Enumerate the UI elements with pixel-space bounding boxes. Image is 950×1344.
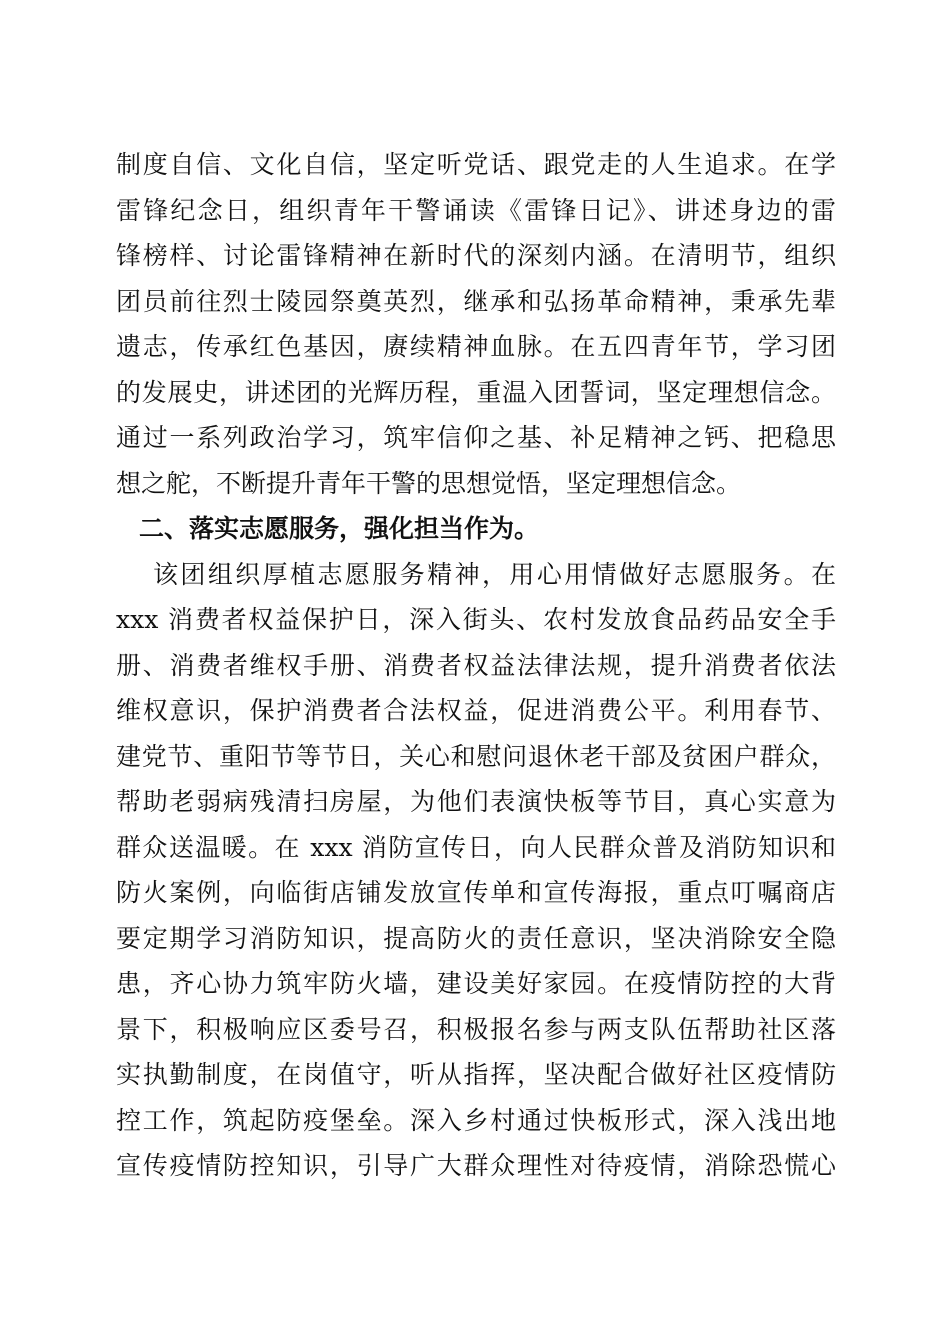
paragraph-line: 景下，积极响应区委号召，积极报名参与两支队伍帮助社区落	[116, 1014, 836, 1044]
paragraph-line: 锋榜样、讨论雷锋精神在新时代的深刻内涵。在清明节，组织	[116, 241, 836, 270]
paragraph-line: 宣传疫情防控知识，引导广大群众理性对待疫情，消除恐慌心	[116, 1151, 836, 1180]
paragraph-line: 该团组织厚植志愿服务精神，用心用情做好志愿服务。在	[153, 559, 836, 589]
paragraph-line: 雷锋纪念日，组织青年干警诵读《雷锋日记》、讲述身边的雷	[116, 195, 836, 225]
paragraph-line: 想之舵，不断提升青年干警的思想觉悟，坚定理想信念。	[116, 468, 742, 498]
paragraph-line: 防火案例，向临街店铺发放宣传单和宣传海报，重点叮嘱商店	[116, 878, 836, 907]
paragraph-line: 要定期学习消防知识，提高防火的责任意识，坚决消除安全隐	[116, 923, 836, 953]
paragraph-line: 团员前往烈士陵园祭奠英烈，继承和弘扬革命精神，秉承先辈	[116, 286, 836, 316]
paragraph-line: 帮助老弱病残清扫房屋，为他们表演快板等节目，真心实意为	[116, 787, 836, 816]
paragraph-line: 册、消费者维权手册、消费者权益法律法规，提升消费者依法	[116, 650, 836, 680]
paragraph-line: 遗志，传承红色基因，赓续精神血脉。在五四青年节，学习团	[116, 332, 836, 361]
section-heading: 二、落实志愿服务，强化担当作为。	[139, 514, 540, 543]
paragraph-line: 通过一系列政治学习，筑牢信仰之基、补足精神之钙、把稳思	[116, 423, 836, 452]
paragraph-line: 维权意识，保护消费者合法权益，促进消费公平。利用春节、	[116, 696, 836, 725]
paragraph-line: 控工作，筑起防疫堡垒。深入乡村通过快板形式，深入浅出地	[116, 1105, 836, 1135]
body-text	[116, 142, 836, 1189]
paragraph-line: 建党节、重阳节等节日，关心和慰问退休老干部及贫困户群众，	[116, 741, 836, 771]
paragraph-line: 实执勤制度，在岗值守，听从指挥，坚决配合做好社区疫情防	[116, 1060, 836, 1089]
paragraph-line: xxx 消费者权益保护日，深入街头、农村发放食品药品安全手	[116, 605, 836, 634]
paragraph-line: 制度自信、文化自信，坚定听党话、跟党走的人生追求。在学	[116, 150, 836, 179]
paragraph-line: 患，齐心协力筑牢防火墙，建设美好家园。在疫情防控的大背	[116, 969, 836, 998]
paragraph-line: 群众送温暖。在 xxx 消防宣传日，向人民群众普及消防知识和	[116, 832, 836, 862]
paragraph-line: 的发展史，讲述团的光辉历程，重温入团誓词，坚定理想信念。	[116, 377, 836, 407]
